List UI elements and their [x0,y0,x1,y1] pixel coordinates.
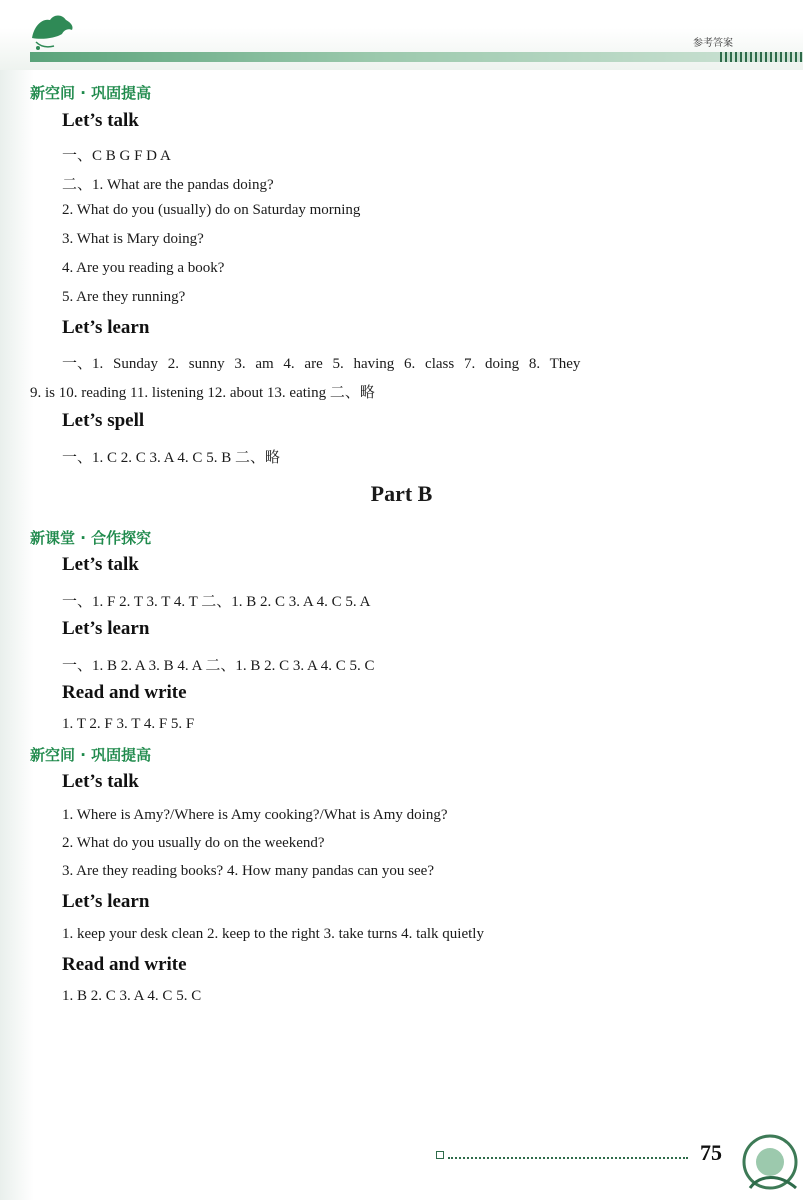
subheading: Let’s learn [62,618,150,639]
page-number: 75 [700,1140,722,1165]
part-heading: Part B [370,481,433,506]
subheading: Let’s talk [62,110,139,131]
footer-dotted-rule [448,1157,688,1159]
answer-line: 一、1. C 2. C 3. A 4. C 5. B 二、略 [62,450,280,466]
answer-line: 一、1. F 2. T 3. T 4. T 二、1. B 2. C 3. A 4. C 5. A [62,594,371,610]
answer-line: 3. Are they reading books? 4. How many pandas can you see? [62,863,434,879]
answer-line: 1. keep your desk clean 2. keep to the right 3. take turns 4. talk quietly [62,926,484,942]
answer-line: 2. What do you (usually) do on Saturday morning [62,202,361,218]
footer-square-icon [436,1151,444,1159]
answer-line: 1. Where is Amy?/Where is Amy cooking?/What is Amy doing? [62,807,448,823]
answer-line: 4. Are you reading a book? [62,260,225,276]
section-title: 新空间 · 巩固提高 [30,746,152,764]
answer-line: 2. What do you usually do on the weekend? [62,835,325,851]
subheading: Read and write [62,682,187,703]
section-title: 新空间 · 巩固提高 [30,84,152,102]
answer-line: 1. T 2. F 3. T 4. F 5. F [62,716,195,732]
section-title: 新课堂 · 合作探究 [30,529,152,547]
subheading: Let’s learn [62,317,150,338]
answer-line: 5. Are they running? [62,289,186,305]
answer-line: 一、1. Sunday 2. sunny 3. am 4. are 5. having 6. class 7. doing 8. They [62,356,581,372]
answer-line: 一、1. B 2. A 3. B 4. A 二、1. B 2. C 3. A 4. C 5. C [62,658,375,674]
answer-line: 3. What is Mary doing? [62,231,204,247]
subheading: Let’s learn [62,891,150,912]
answer-line: 二、1. What are the pandas doing? [62,177,274,193]
subheading: Read and write [62,954,187,975]
answer-line: 一、C B G F D A [62,148,171,164]
subheading: Let’s spell [62,410,145,431]
subheading: Let’s talk [62,771,139,792]
corner-leaf-icon [730,1118,803,1200]
subheading: Let’s talk [62,554,139,575]
answer-line: 9. is 10. reading 11. listening 12. about 13. eating 二、略 [30,385,375,401]
header-label: 参考答案 [693,38,733,49]
answer-line: 1. B 2. C 3. A 4. C 5. C [62,988,202,1004]
